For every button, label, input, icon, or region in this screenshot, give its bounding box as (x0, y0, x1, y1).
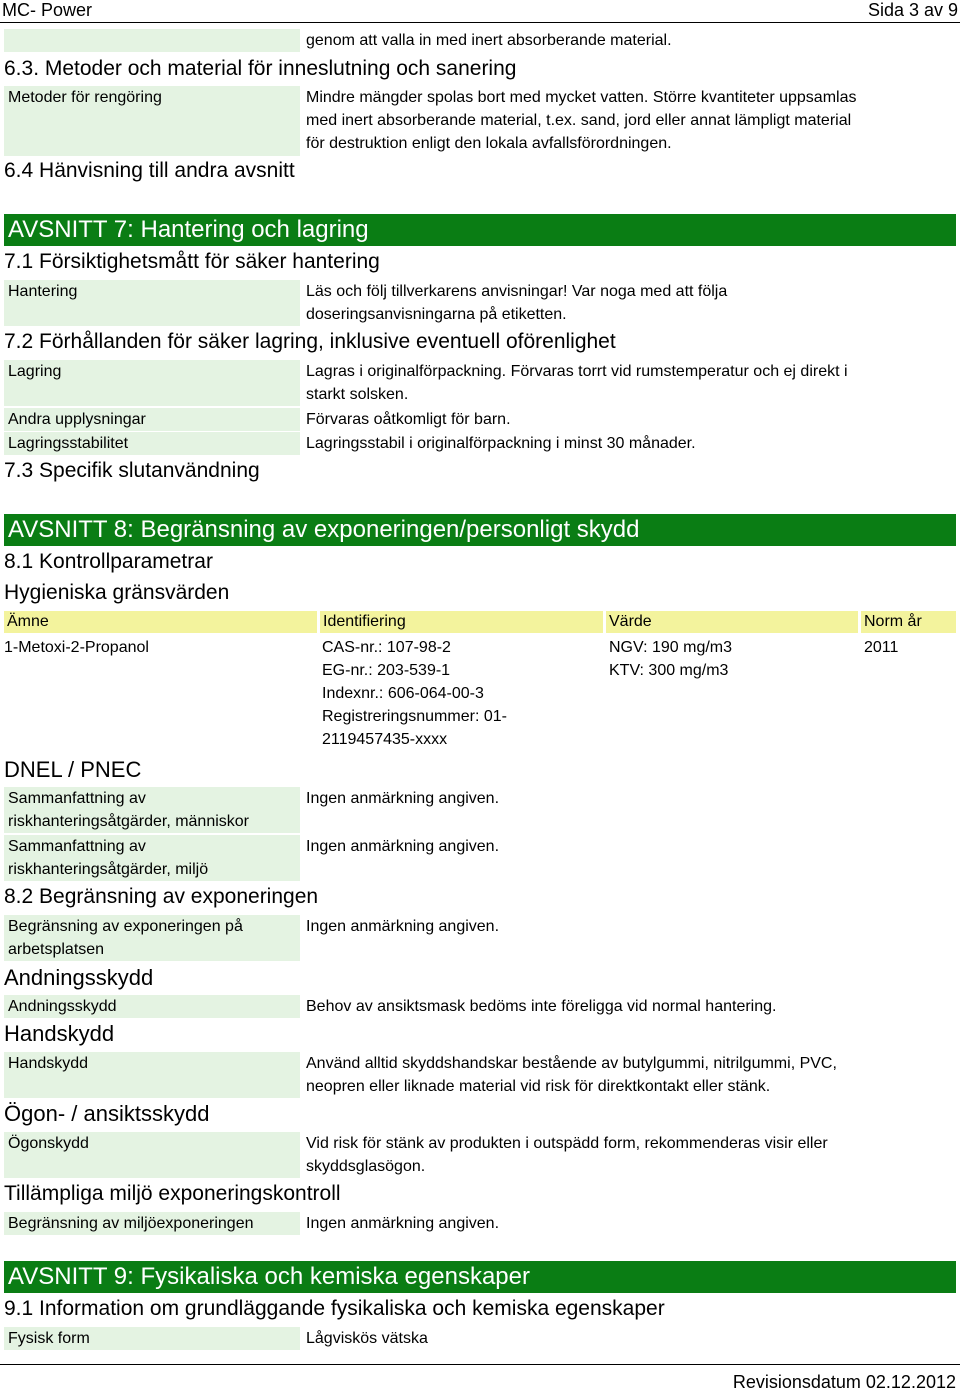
table-row-identification (322, 636, 507, 751)
continued-value: genom att valla in med inert absorberande material. (306, 32, 672, 49)
table-header-substance: Ämne (4, 611, 317, 633)
hand-protection-line-1: Använd alltid skyddshandskar bestående av butylgummi, nitrilgummi, PVC, (306, 1055, 837, 1072)
summary-environment-label (4, 835, 300, 881)
registration-number-line-2: 2119457435-xxxx (322, 731, 448, 748)
storage-line-1: Lagras i originalförpackning. Förvaras torrt vid rumstemperatur och ej direkt i (306, 363, 848, 380)
physical-form-label: Fysisk form (4, 1327, 300, 1350)
ngv-value: NGV: 190 mg/m3 (609, 639, 733, 656)
workplace-exposure-label-line-2: arbetsplatsen (8, 941, 105, 958)
section-9-banner: AVSNITT 9: Fysikaliska och kemiska egenskaper (4, 1261, 956, 1293)
environmental-exposure-label: Begränsning av miljöexponeringen (4, 1212, 300, 1235)
page-header (0, 0, 960, 23)
index-number: Indexnr.: 606-064-00-3 (322, 685, 484, 702)
storage-line-2: starkt solsken. (306, 386, 409, 403)
respiratory-protection-heading: Andningsskydd (4, 965, 154, 990)
hand-protection-line-2: neopren eller liknade material vid risk för direktkontakt eller stänk. (306, 1078, 771, 1095)
cleaning-line-2: med inert absorberande material, t.ex. sand, jord eller annat lämpligt material (306, 112, 852, 129)
eye-protection-line-1: Vid risk för stänk av produkten i outspädd form, rekommenderas visir eller (306, 1135, 828, 1152)
table-header-value: Värde (606, 611, 858, 633)
storage-stability-value: Lagringsstabil i originalförpackning i minst 30 månader. (306, 435, 696, 452)
workplace-exposure-value: Ingen anmärkning angiven. (306, 918, 500, 935)
table-header-year: Norm år (861, 611, 956, 633)
handling-line-1: Läs och följ tillverkarens anvisningar! Var noga med att följa (306, 283, 728, 300)
section-6-4-heading: 6.4 Hänvisning till andra avsnitt (4, 159, 295, 182)
summary-humans-label (4, 787, 300, 833)
workplace-exposure-label-line-1: Begränsning av exponeringen på (8, 918, 243, 935)
table-row-substance: 1-Metoxi-2-Propanol (4, 639, 149, 656)
respiratory-protection-value: Behov av ansiktsmask bedöms inte föreligga vid normal hantering. (306, 998, 777, 1015)
eye-protection-line-2: skyddsglasögon. (306, 1158, 426, 1175)
hygiene-limits-heading: Hygieniska gränsvärden (4, 581, 230, 604)
other-info-value: Förvaras oåtkomligt för barn. (306, 411, 511, 428)
eg-number: EG-nr.: 203-539-1 (322, 662, 451, 679)
ktv-value: KTV: 300 mg/m3 (609, 662, 729, 679)
other-info-label: Andra upplysningar (4, 408, 300, 431)
cas-number: CAS-nr.: 107-98-2 (322, 639, 451, 656)
storage-value (306, 360, 848, 406)
hand-protection-heading: Handskydd (4, 1021, 115, 1046)
table-row-values (609, 636, 732, 682)
table-row-year: 2011 (864, 639, 899, 656)
cleaning-methods-value (306, 86, 856, 155)
handling-line-2: doseringsanvisningarna på etiketten. (306, 306, 567, 323)
table-header-identification: Identifiering (320, 611, 603, 633)
handling-label: Hantering (4, 280, 300, 326)
page-number: Sida 3 av 9 (867, 0, 958, 20)
cleaning-methods-label: Metoder för rengöring (4, 86, 300, 156)
summary-environment-label-line-2: riskhanteringsåtgärder, miljö (8, 861, 209, 878)
workplace-exposure-label (4, 915, 300, 961)
summary-humans-value: Ingen anmärkning angiven. (306, 790, 500, 807)
summary-humans-label-line-1: Sammanfattning av (8, 790, 146, 807)
environmental-exposure-value: Ingen anmärkning angiven. (306, 1215, 500, 1232)
respiratory-protection-label: Andningsskydd (4, 995, 300, 1018)
footer-rule (0, 1364, 960, 1365)
section-7-3-heading: 7.3 Specifik slutanvändning (4, 459, 260, 482)
dnel-pnec-heading: DNEL / PNEC (4, 757, 142, 782)
hand-protection-value (306, 1052, 837, 1098)
section-8-1-heading: 8.1 Kontrollparametrar (4, 550, 213, 573)
cleaning-line-3: för destruktion enligt den lokala avfallsförordningen. (306, 135, 672, 152)
eye-protection-value (306, 1132, 828, 1178)
summary-humans-label-line-2: riskhanteringsåtgärder, människor (8, 813, 250, 830)
eye-protection-label: Ögonskydd (4, 1132, 300, 1178)
revision-date: Revisionsdatum 02.12.2012 (732, 1372, 956, 1392)
storage-stability-label: Lagringsstabilitet (4, 432, 300, 455)
section-9-1-heading: 9.1 Information om grundläggande fysikaliska och kemiska egenskaper (4, 1297, 665, 1320)
cleaning-line-1: Mindre mängder spolas bort med mycket vatten. Större kvantiteter uppsamlas (306, 89, 857, 106)
section-7-banner: AVSNITT 7: Hantering och lagring (4, 214, 956, 246)
section-6-3-heading: 6.3. Metoder och material för inneslutning och sanering (4, 57, 517, 80)
physical-form-value: Lågviskös vätska (306, 1330, 428, 1347)
environmental-exposure-heading: Tillämpliga miljö exponeringskontroll (4, 1182, 341, 1205)
summary-environment-value: Ingen anmärkning angiven. (306, 838, 500, 855)
handling-value (306, 280, 727, 326)
section-8-banner: AVSNITT 8: Begränsning av exponeringen/personligt skydd (4, 514, 956, 546)
continued-label (4, 29, 300, 52)
eye-face-protection-heading: Ögon- / ansiktsskydd (4, 1101, 210, 1126)
section-8-2-heading: 8.2 Begränsning av exponeringen (4, 885, 319, 908)
registration-number-line-1: Registreringsnummer: 01- (322, 708, 507, 725)
hand-protection-label: Handskydd (4, 1052, 300, 1098)
product-name: MC- Power (2, 0, 93, 20)
section-7-2-heading: 7.2 Förhållanden för säker lagring, inklusive eventuell oförenlighet (4, 330, 616, 353)
summary-environment-label-line-1: Sammanfattning av (8, 838, 146, 855)
storage-label: Lagring (4, 360, 300, 406)
section-7-1-heading: 7.1 Försiktighetsmått för säker hantering (4, 250, 380, 273)
